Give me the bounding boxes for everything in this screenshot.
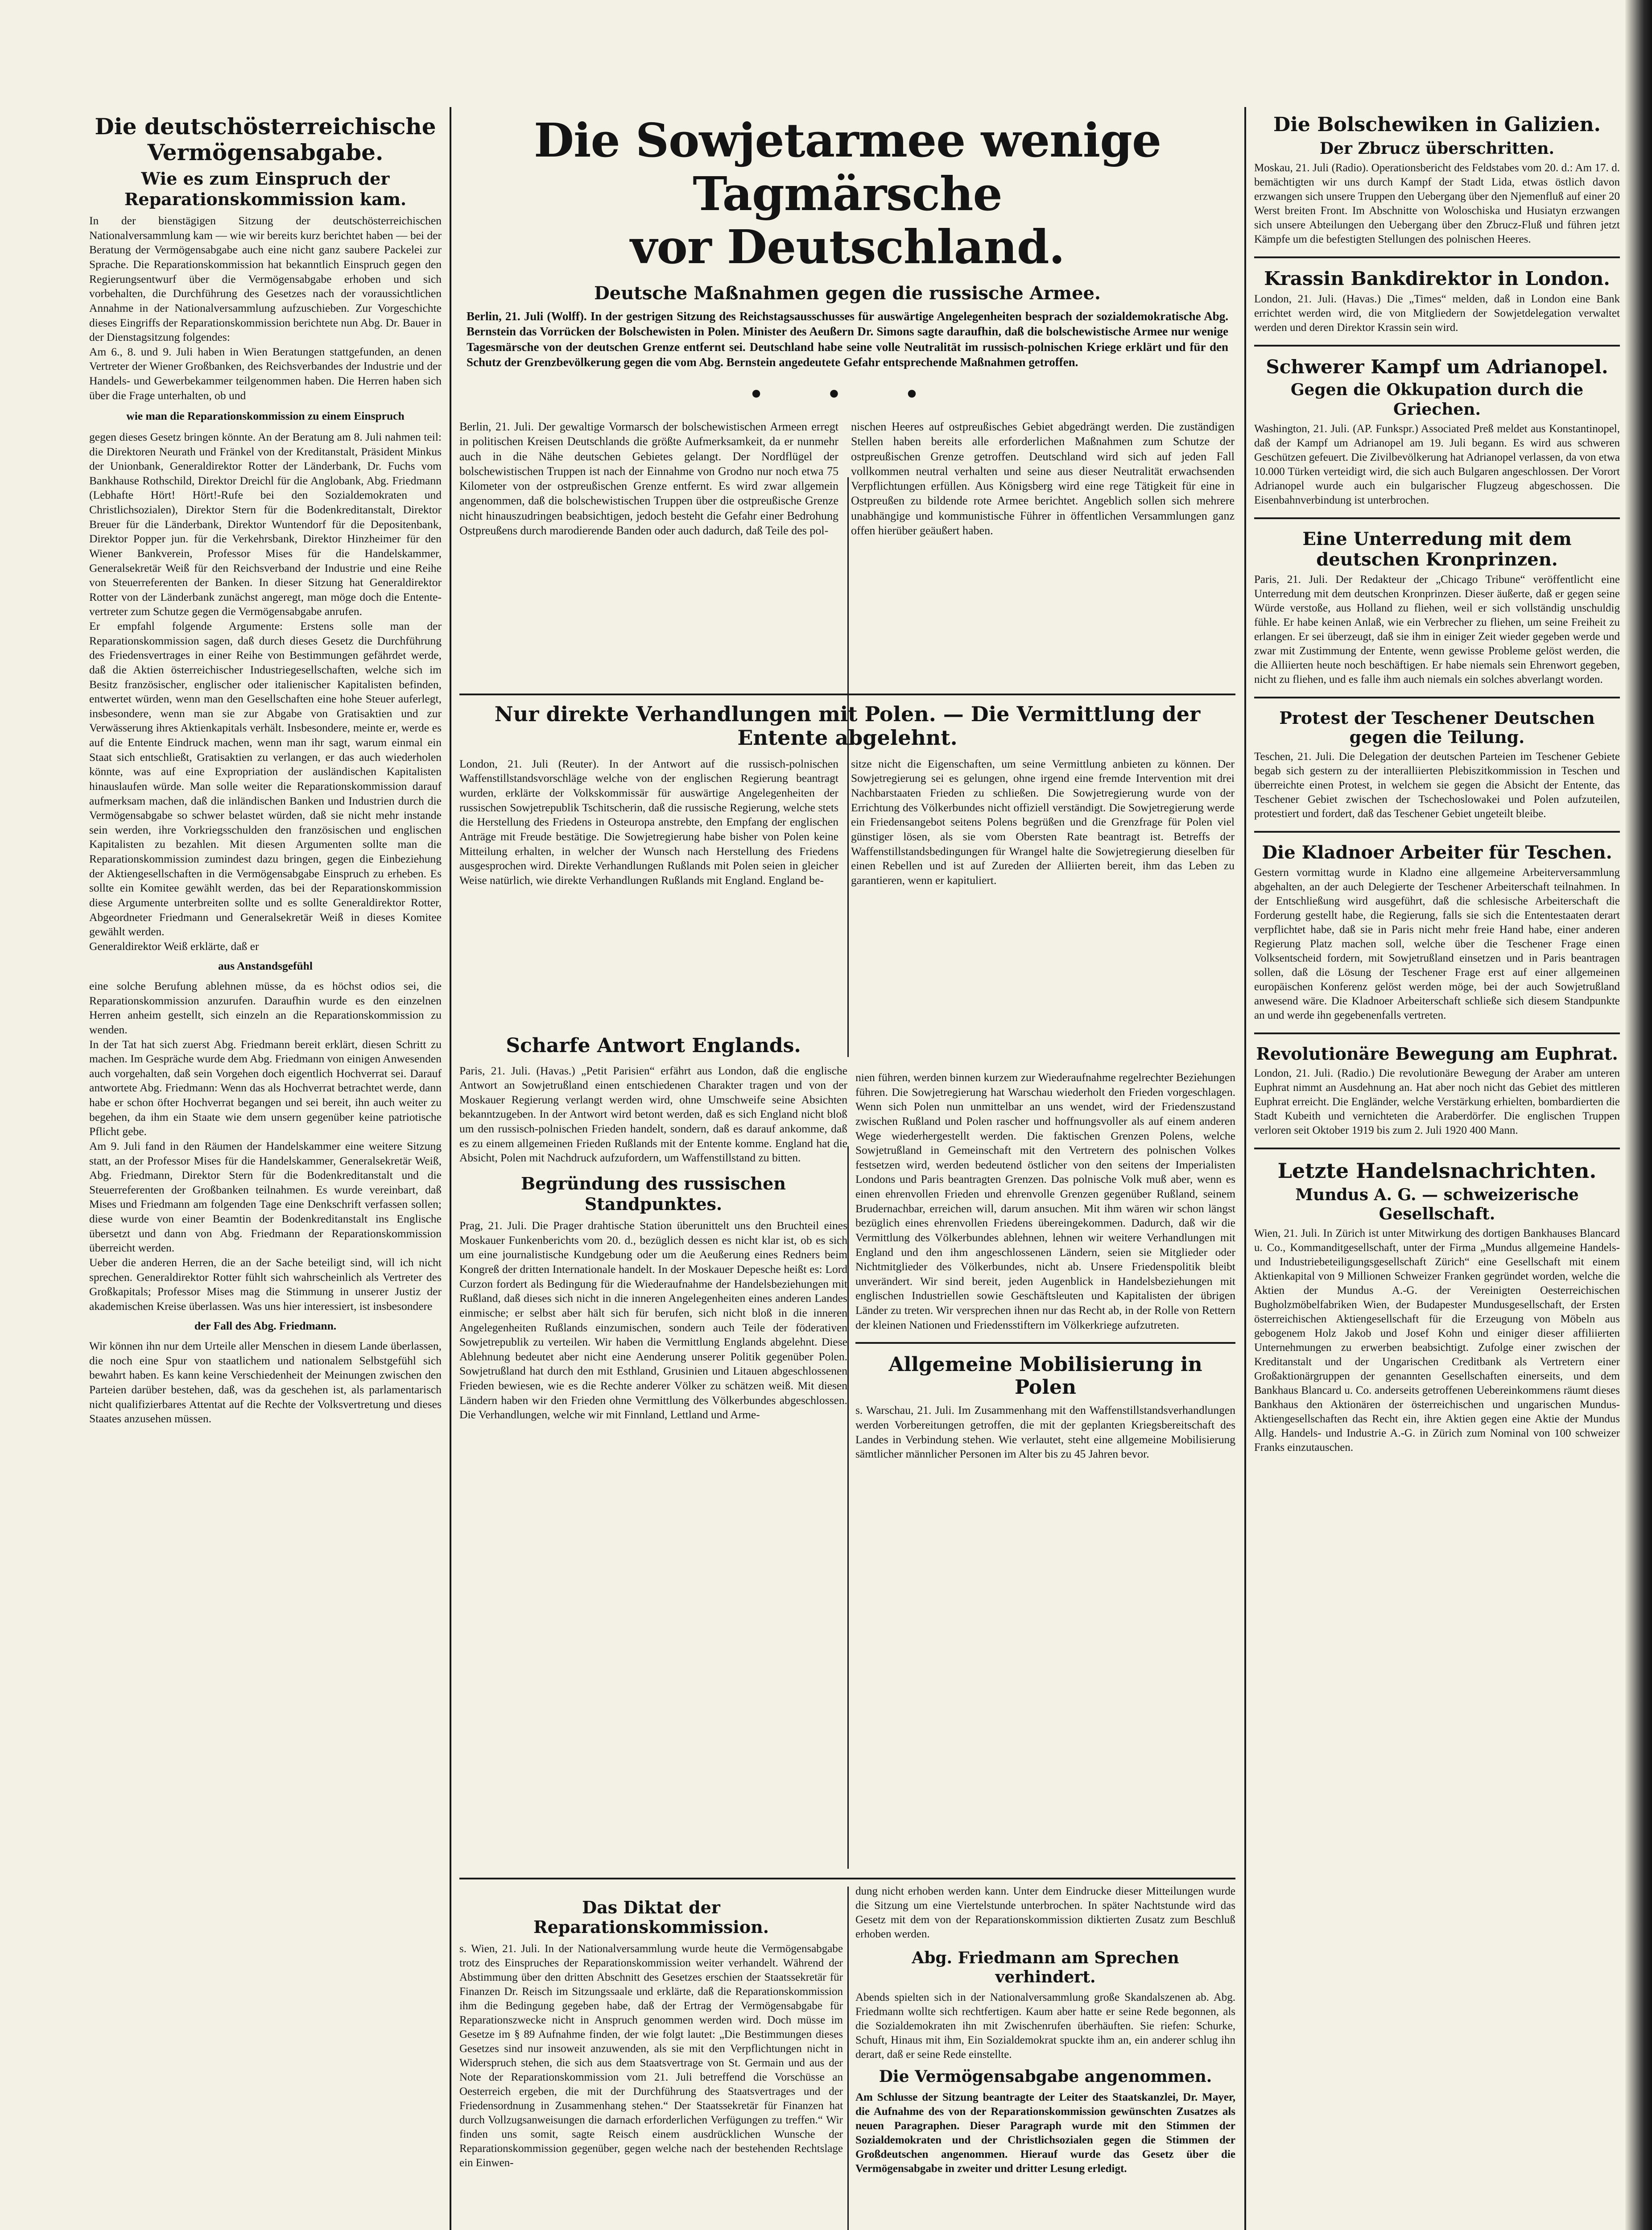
article-reparation bbox=[459, 1884, 843, 2230]
column-rule bbox=[450, 107, 451, 2230]
section-rule bbox=[855, 1342, 1235, 1344]
article-england bbox=[459, 1035, 847, 1873]
article-body-left: London, 21. Juli (Reuter). In der Antwort auf die russisch-polnischen Waffenstillstandsvorschläge welche von der englischen Regierung beantragt wurden, erklärte der Volkskommissär für auswärtige Angelegenheiten der russischen Sowjetrepublik Tschitscherin, daß die russische Regierung, welche stets die Herstellung des Friedens in Osteuropa anstrebte, den Empfang der englischen Anträge mit Freude bestätige. Die Sowjetregierung habe bisher von Polen keine Mitteilung erhalten, in welcher der Wunsch nach Herstellung des Friedens ausgesprochen wird. Direkte Verhandlungen Rußlands mit Polen seien in gleicher Weise natürlich, wie direkte Verhandlungen Rußlands mit England. England be- bbox=[459, 757, 838, 887]
article-body: Wien, 21. Juli. In Zürich ist unter Mitwirkung des dortigen Bankhauses Blancard u. Co., Kommanditgesellschaft, unter der Firma „Mundus allgemeine Handels- und Industriebeteiligungsgesellschaft Zürich“ eine Gesellschaft mit einem Aktienkapital von 9 Millionen Schweizer Franken gegründet worden, welche die Aktien der Mundus A.-G. der Vereinigten Oesterreichischen Bugholzmöbelfabriken Wien, der Budapester Mundusgesellschaft, der Ersten österreichischen Aktiengesellschaft für die Erzeugung von Möbeln aus gebogenem Holz Jakob und Josef Kohn und einiger dieser affiliierten Unternehmungen zu erwerben beabsichtigt. Zufolge einer zwischen der Kreditanstalt und der Ungarischen Creditbank als Vertretern einer Großaktionärgruppen der genannten Gesellschaften einerseits, und dem Bankhaus Blancard u. Co. anderseits getroffenen Uebereinkommens räumt dieses Bankhaus den Aktionären der österreichischen und ungarischen Mundus-Aktiengesellschaften das Recht ein, ihre Aktien gegen eine Aktie der Mundus Allg. Handels- und Industrie A.-G. in Zürich zum Nominal von 100 schweizer Franks einzutauschen. bbox=[1254, 1227, 1620, 1454]
news-column bbox=[1254, 114, 1620, 2230]
article-body: Paris, 21. Juli. (Havas.) „Petit Parisien“ erfährt aus London, daß die englische Antwort an Sowjetrußland einen entschiedenen Charakter tragen und von der Moskauer Regierung verlangt werden wird, ohne Umschweife seine Absichten bekanntzugeben. In der Antwort wird betont werden, daß es sich England nicht bloß um den russisch-polnischen Frieden handelt, sondern, daß es darauf ankomme, daß es zu einem allgemeinen Frieden Rußlands mit der Entente komme. England hat die Absicht, Polen mit Nachdruck aufzufordern, um Waffenstillstand zu bitten. bbox=[459, 1064, 847, 1165]
column-rule bbox=[847, 1146, 849, 1869]
lead-intro: Berlin, 21. Juli (Wolff). In der gestrigen Sitzung des Reichstagsausschusses für auswärtige Angelegenheiten besprach der sozialdemokratische Abg. Bernstein das Vorrücken der Bolschewisten in Polen. Minister des Aeußern Dr. Simons sagte daraufhin, daß die bolschewistische Armee nur wenige Tagesmärsche von der deutschen Grenze entfernt sei. Deutschland habe seine volle Neutralität im russisch-polnischen Kriege erklärt und für den Schutz der Grenzbevölkerung gegen die vom Abg. Bernstein angedeutete Gefahr entsprechende Maßnahmen getroffen. bbox=[467, 309, 1228, 369]
column-rule bbox=[847, 1887, 849, 2230]
article-subtitle: Gegen die Okkupation durch die Griechen. bbox=[1290, 380, 1584, 419]
paragraph: Am 6., 8. und 9. Juli haben in Wien Beratungen stattgefunden, an denen Vertreter der Wiener Großbanken, des Reichsverbandes der Industrie und der Handels- und Gewerbekammer teilgenommen haben. Die Herren haben sich über die Frage unterhalten, ob und bbox=[89, 345, 442, 402]
article-title: Revolutionäre Bewegung am Euphrat. bbox=[1256, 1044, 1618, 1064]
article-subtitle: Begründung des russischen Standpunktes. bbox=[521, 1173, 786, 1214]
paragraph: Generaldirektor Weiß erklärte, daß er bbox=[89, 939, 259, 953]
separator-bullets: • • • bbox=[748, 379, 947, 410]
section-rule bbox=[1254, 697, 1620, 698]
section-rule bbox=[1254, 1148, 1620, 1149]
article-subtitle: Wie es zum Einspruch der Reparationskommission kam. bbox=[124, 169, 407, 209]
article-title: Protest der Teschener Deutschen gegen die Teilung. bbox=[1279, 707, 1595, 747]
section-rule bbox=[1254, 1032, 1620, 1034]
article-body: Prag, 21. Juli. Die Prager drahtische Station überunittelt uns den Bruchteil eines Moskauer Funkenberichts vom 20. d., bezüglich dessen es nicht klar ist, ob es sich um eine journalistische Kundgebung oder um die Aeußerung eines Redners beim Kongreß der dritten Internationale handelt. In der Moskauer Depesche heißt es: Lord Curzon fordert als Bedingung für die Wiederaufnahme der Handelsbeziehungen mit Rußland, daß dieses sich nicht in die inneren Angelegenheiten eines anderen Landes einmische; er selbst aber hält sich für berufen, sich nicht bloß in die inneren Angelegenheiten Rußlands einzumischen, sondern auch Teile der föderativen Sowjetrepublik zu verteilen. Wir haben die Vermittlung Englands abgelehnt. Diese Ablehnung bedeutet aber nicht eine Aenderung unserer Politik gegenüber Polen. Sowjetrußland hat durch den mit Esthland, Grusinien und Litauen abgeschlossenen Frieden bewiesen, wie es die Rechte anderer Völker zu schätzen weiß. Mit diesen Ländern haben wir den Frieden ohne Vermittlung des Völkerbundes abgeschlossen. Die Verhandlungen, welche wir mit Finnland, Lettland und Arme- bbox=[459, 1219, 847, 1421]
article-body: Abends spielten sich in der Nationalversammlung große Skandalszenen ab. Abg. Friedmann wollte sich rechtfertigen. Kaum aber hatte er seine Rede begonnen, als die Sozialdemokraten ihn mit Zwischenrufen überhäuften. Sie riefen: Schurke, Schuft, Hinaus mit ihm, Ein Sozialdemokrat spuckte ihm an, ein anderer schlug ihn derart, daß er seine Rede einstellte. bbox=[855, 1991, 1235, 2061]
article-title: Die deutschösterreichische Vermögensabgabe. bbox=[95, 114, 436, 165]
article-subtitle: Die Vermögensabgabe angenommen. bbox=[879, 2067, 1212, 2086]
article-title: Schwerer Kampf um Adrianopel. bbox=[1266, 356, 1608, 378]
article-body: Am Schlusse der Sitzung beantragte der Leiter des Staatskanzlei, Dr. Mayer, die Aufnahme des von der Reparationskommission gewünschten Zusatzes als neuen Paragraphen. Dieser Paragraph wurde mit den Stimmen der Sozialdemokraten und der Christlichsozialen gegen die Stimmen der Großdeutschen angenommen. Hierauf wurde das Gesetz über die Vermögensabgabe in zweiter und dritter Lesung erledigt. bbox=[855, 2091, 1235, 2175]
scan-edge bbox=[1625, 0, 1652, 2230]
paragraph-heading: aus Anstandsgefühl bbox=[218, 959, 313, 973]
article-title: Eine Unterredung mit dem deutschen Kronprinzen. bbox=[1302, 528, 1572, 570]
article-body: Teschen, 21. Juli. Die Delegation der deutschen Parteien im Teschener Gebiete begab sich gestern zu der interalliierten Plebiszitkommission in Teschen und überreichte einen Protest, in welchem sie gegen die Absicht der Entente, das Teschener Gebiet zwischen der Tschechoslowakei und Polen aufzuteilen, protestiert und fordert, daß das Teschener Gebiet ungeteilt bleibe. bbox=[1254, 751, 1620, 820]
article-title: Die Kladnoer Arbeiter für Teschen. bbox=[1262, 842, 1612, 863]
article-body-right: sitze nicht die Eigenschaften, um seine Vermittlung anbieten zu können. Der Sowjetregierung sei es gelungen, ohne irgend eine fremde Intervention mit drei Nachbarstaaten Frieden zu schließen. Die Sowjetregierung wurde von der Errichtung des Völkerbundes nicht offiziell verständigt. Die Sowjetregierung werde ein Friedensangebot seitens Polens begrüßen und die Grenzfrage für Polen viel günstiger lösen, als sie vom Obersten Rate beantragt ist. Betreffs der Waffenstillstandsbedingungen für Wrangel halte die Sowjetregierung dieselben für einen Rebellen und ist auf Zureden der Alliierten bereit, ihm das Leben zu garantieren, wenn er kapituliert. bbox=[851, 757, 1235, 887]
article-body: s. Warschau, 21. Juli. Im Zusammenhang mit den Waffenstillstandsverhandlungen werden Vorbereitungen getroffen, die mit der geplanten Kriegsbereitschaft des Landes in Verbindung stehen. Wie verlautet, steht eine allgemeine Mobilisierung sämtlicher männlicher Personen im Alter bis zu 45 Jahren bevor. bbox=[855, 1404, 1235, 1461]
section-rule bbox=[1254, 345, 1620, 347]
article-body: Moskau, 21. Juli (Radio). Operationsbericht des Feldstabes vom 20. d.: Am 17. d. bemächtigten wir uns durch Kampf der Stadt Lida, etwas östlich davon erzwangen sich unsere Truppen den Uebergang über den Njemenfluß auf einer 20 Werst breiten Front. Im Abschnitte von Woloschiska und Husiatyn erzwangen sich unsere Abteilungen den Uebergang über den Zbrucz-Fluß und führen jetzt Kämpfe um die befestigten Stellungen des polnischen Heeres. bbox=[1254, 161, 1620, 245]
section-rule bbox=[459, 1878, 1235, 1879]
lead-headline: Die Sowjetarmee wenige Tagmärsche bbox=[533, 114, 1161, 221]
article-title: Scharfe Antwort Englands. bbox=[506, 1035, 801, 1057]
lead-body-right: nischen Heeres auf ostpreußisches Gebiet abgedrängt werden. Die zuständigen Stellen haben bereits alle erforderlichen Maßnahmen zum Schutze der ostpreußischen Grenze getroffen. Deutschland wird sich auf jeden Fall vollkommen neutral verhalten und seine aus dieser Neutralität erwachsenden Verpflichtungen erfüllen. Aus Königsberg wird eine rege Tätigkeit für eine in Ostpreußen zu bildende rote Armee berichtet. Angeblich sollen sich mehrere unabhängige und kommunistische Führer in öffentlichen Versammlungen ganz offen hierüber geäußert haben. bbox=[851, 420, 1235, 537]
column-rule bbox=[1244, 107, 1246, 2230]
article-vermoegensabgabe bbox=[89, 114, 442, 2230]
article-body: s. Wien, 21. Juli. In der Nationalversammlung wurde heute die Vermögensabgabe trotz des Einspruches der Reparationskommission weiter verhandelt. Während der Abstimmung über den dritten Abschnitt des Gesetzes erschien der Staatssekretär für Finanzen Dr. Reisch im Sitzungssaale und erklärte, daß die Reparationskommission ihm die Bedingung gegeben habe, daß der Ertrag der Vermögensabgabe für Reparationszwecke nicht in Anspruch genommen werden wird. Doch müsse im Gesetze im § 89 Aufnahme finden, der wie folgt lautet: „Die Bestimmungen dieses Gesetzes sind nur insoweit anzuwenden, als sie mit den Verpflichtungen nicht in Widerspruch stehen, die sich aus dem Staatsvertrage von St. Germain und aus der Note der Reparationskommission vom 21. Juli betreffend die Vorschüsse an Oesterreich ergeben, die mit der Durchführung des Staatsvertrages und der Friedensordnung in Zusammenhang stehen.“ Der Staatssekretär für Finanzen hat durch Vollzugsanweisungen die darnach erforderlichen Verfügungen zu treffen.“ Wir finden uns somit, sagte Reisch einem ausdrücklichen Wunsche der Reparationskommission gegenüber, gegen welche nach der bestehenden Rechtslage ein Einwen- bbox=[459, 1943, 843, 2169]
lead-subtitle: Deutsche Maßnahmen gegen die russische Armee. bbox=[594, 282, 1101, 304]
lead-body-left: Berlin, 21. Juli. Der gewaltige Vormarsch der bolschewistischen Armeen erregt in politischen Kreisen Deutschlands die größte Aufmerksamkeit, da er nunmehr auch in die Nähe deutschen Gebietes gelangt. Der Nordflügel der bolschewistischen Truppen ist nach der Einnahme von Grodno nur noch etwa 75 Kilometer von der ostpreußischen Grenze entfernt. Es wird zwar allgemein angenommen, daß die bolschewistischen Truppen über die ostpreußische Grenze nicht hinauszudringen beabsichtigen, jedoch besteht die Gefahr einer Bedrohung Ostpreußens durch marodierende Banden oder auch dadurch, daß Teile des pol- bbox=[459, 420, 838, 537]
paragraph: In der Tat hat sich zuerst Abg. Friedmann bereit erklärt, diesen Schritt zu machen. Im Gespräche wurde dem Abg. Friedmann von einigen Anwesenden auch vorgehalten, daß sein Vorgehen doch eigentlich Hochverrat sei. Darauf antwortete Abg. Friedmann: Wenn das als Hochverrat betrachtet werde, dann habe er schon öfter Hochverrat begangen und sei bereit, ihn auch weiter zu begehen, da ihm ein Staate wie dem unsern gegenüber keine patriotische Pflicht gebe. bbox=[89, 1037, 442, 1138]
paragraph: Ueber die anderen Herren, die an der Sache beteiligt sind, will ich nicht sprechen. Generaldirektor Rotter fühlt sich wahrscheinlich als Vertreter des Großkapitals; Professor Mises mag die Stimmung in unserer Justiz der akademischen Kreise überlassen. Was uns hier interessiert, ist insbesondere bbox=[89, 1255, 442, 1313]
article-title: Krassin Bankdirektor in London. bbox=[1264, 267, 1610, 289]
article-title: Nur direkte Verhandlungen mit Polen. — Die Vermittlung der Entente abgelehnt. bbox=[494, 702, 1201, 750]
lead-headline: vor Deutschland. bbox=[630, 219, 1065, 275]
article-body: Paris, 21. Juli. Der Redakteur der „Chicago Tribune“ veröffentlicht eine Unterredung mit dem deutschen Kronprinzen. Dieser äußerte, daß er gegen seine Würde verstoße, aus Holland zu fliehen, weil er sich vollständig unschuldig fühle. Er habe keinen Anlaß, wie ein Verbrecher zu fliehen, um seine Freiheit zu erlangen. Er sei überzeugt, daß sie ihm in einiger Zeit wieder gegeben werde und zwar mit Zustimmung der Entente, wenn gewisse Probleme gelöst werden, die die Alliierten heute noch beschäftigen. Er habe niemals sein Ehrenwort gegeben, nicht zu fliehen, und es falle ihm auch niemals ein solches abverlangt worden. bbox=[1254, 573, 1620, 686]
article-body: nien führen, werden binnen kurzem zur Wiederaufnahme regelrechter Beziehungen führen. Die Sowjetregierung hat Warschau wiederholt den Frieden vorgeschlagen. Wenn sich Polen nun unmittelbar an uns wendet, wird der Friedenszustand zwischen Rußland und Polen rascher und hoffnungsvoller als auf einem anderen Wege wiederhergestellt werden. Die faktischen Grenzen Polens, welche Sowjetrußland in Gemeinschaft mit den Vertretern des polnischen Volkes festsetzen wird, werden bedeutend östlicher von den seitens der Imperialisten Londons und Paris beantragten Grenzen. Das polnische Volk muß aber, wenn es einen ehrenvollen Frieden und ehrenvolle Grenzen gegenüber Rußland, seinem Brudernachbar, erreichen will, darum ansuchen. Mit ihm wären wir schon längst bezüglich eines ehrenvollen Friedens übereingekommen. Dadurch, daß wir die Vermittlung des Völkerbundes ablehnen, lehnen wir weitere Verhandlungen mit England und den ihm angeschlossenen Ländern, seien sie Mitglieder oder Nichtmitglieder des Völkerbundes, nicht ab. Unsere Friedenspolitik bleibt unverändert. Wir sind bereit, jeden Augenblick in Handelsbeziehungen mit englischen Industriellen sowie Geschäftsleuten und Kapitalisten der übrigen Länder zu treten. Wir versprechen ihnen nur das Recht ab, in der Rolle von Rettern der kleinen Nationen und Friedensstiftern im Völkerkriege aufzutreten. bbox=[855, 1071, 1235, 1331]
article-subtitle: Abg. Friedmann am Sprechen verhindert. bbox=[912, 1949, 1179, 1987]
article-title: Das Diktat der Reparationskommission. bbox=[533, 1897, 769, 1937]
article-title: Die Bolschewiken in Galizien. bbox=[1273, 114, 1601, 136]
article-subtitle: Der Zbrucz überschritten. bbox=[1319, 139, 1555, 158]
section-rule bbox=[459, 694, 1235, 695]
paragraph: eine solche Berufung ablehnen müsse, da es höchst odios sei, die Reparationskommission anzurufen. Daraufhin wurde es den einzelnen Herren anheim gestellt, sich einzeln an die Reparationskommission zu wenden. bbox=[89, 979, 442, 1036]
article-england-continued bbox=[855, 1070, 1235, 1873]
article-title: Allgemeine Mobilisierung in Polen bbox=[888, 1353, 1202, 1399]
paragraph: Er empfahl folgende Argumente: Erstens solle man der Reparationskommission sagen, daß durch dieses Gesetz die Durchführung des Friedensvertrages in einer Reihe von Bestimmungen gefährdet werde, daß die Aktien österreichischer Industriegesellschaften, welche sich im Besitz französischer, englischer oder italienischer Kapitalisten befinden, entwertet würden, wenn man den Gesellschaften eine hohe Steuer auferlegt, insbesondere, wenn man sie zur Abgabe von Gratisaktien und zur Verwässerung ihres Aktienkapitals verhält. Insbesondere, meinte er, werde es auf die Entente Eindruck machen, wenn man ihr sagt, warum einmal ein Staat sich entschließt, Gratisaktien zu verlangen, er das auch wiederholen könnte, was auf eine Expropriation der ausländischen Kapitalisten hinauslaufen würde. Man solle weiter die Reparationskommission darauf aufmerksam machen, daß die inländischen Banken und Industrien durch die Vermögensabgabe so schwer belastet würden, daß sie nicht mehr instande sein werden, ihre Vorkriegsschulden den französischen und englischen Kapitalisten zu bezahlen. Mit diesen Argumenten sollte man die Reparationskommission zumindest dazu bringen, gegen die Einbeziehung der Aktiengesellschaften in die Vermögensabgabe Einspruch zu erheben. Es sollte ein Komitee gewählt werden, das bei der Reparationskommission diese Argumente unterbreiten sollte und es sollte Generaldirektor Rotter, Abgeordneter Friedmann und Generalsekretär Weiß in dieses Komitee gewählt werden. bbox=[89, 619, 442, 938]
article-body: dung nicht erhoben werden kann. Unter dem Eindrucke dieser Mitteilungen wurde die Sitzung um eine Viertelstunde unterbrochen. In später Nachtstunde wird das Gesetz mit dem von der Reparationskommission diktierten Zusatz zum Beschluß erhoben werden. bbox=[855, 1885, 1235, 1940]
article-title: Letzte Handelsnachrichten. bbox=[1277, 1158, 1597, 1183]
paragraph: Wir können ihn nur dem Urteile aller Menschen in diesem Lande überlassen, die noch eine Spur von staatlichem und nationalem Selbstgefühl sich bewahrt haben. Es kann keine Verschiedenheit der Meinungen zwischen den Parteien darüber bestehen, daß, was da geschehen ist, als parlamentarisch nicht qualifizierbares Attentat auf die Rechte der Volksvertretung und dieses Staates anzusehen müssen. bbox=[89, 1339, 442, 1425]
paragraph: gegen dieses Gesetz bringen könnte. An der Beratung am 8. Juli nahmen teil: die Direktoren Neurath und Fränkel von der Kreditanstalt, Präsident Minkus der Unionbank, Generaldirektor Rotter der Länderbank, Dr. Fuchs vom Bankhause Rothschild, Direktor Dreichl für die Anglobank, Abg. Friedmann (Lebhafte Hört! Hört!-Rufe bei den Sozialdemokraten und Christlichsozialen), Direktor Stern für die Bodenkreditanstalt, Direktor Breuer für die Länderbank, Direktor Wuntendorf für die Depositenbank, Direktor Popper jun. für die Verkehrsbank, Direktor Hinzheimer für den Wiener Bankverein, Professor Mises für die Handelskammer, Generalsekretär Weiß für den Reichsverband der Industrie und eine Reihe von Steuerreferenten der Banken. In dieser Sitzung hat Generaldirektor Rotter von der Länderbank zunächst angeregt, man möge doch die Entente-vertreter zum Schutze gegen die Vermögensabgabe anrufen. bbox=[89, 430, 442, 618]
section-rule bbox=[1254, 831, 1620, 833]
article-subtitle: Mundus A. G. — schweizerische Gesellschaft. bbox=[1295, 1185, 1579, 1223]
article-reparation-continued bbox=[855, 1884, 1235, 2230]
paragraph-heading: der Fall des Abg. Friedmann. bbox=[194, 1319, 337, 1333]
paragraph-heading: wie man die Reparationskommission zu einem Einspruch bbox=[126, 409, 405, 423]
article-body: London, 21. Juli. (Radio.) Die revolutionäre Bewegung der Araber am unteren Euphrat nimmt an Ausdehnung an. Hat aber noch nicht das Gebiet des mittleren Euphrat erreicht. Die Engländer, welche Verstärkung erhielten, bombardierten die Stadt Kubeith und vernichteten die Araberdörfer. Die englischen Truppen verloren seit Oktober 1919 bis zum 2. Juli 1920 400 Mann. bbox=[1254, 1067, 1620, 1136]
paragraph: Am 9. Juli fand in den Räumen der Handelskammer eine weitere Sitzung statt, an der Professor Mises für die Handelskammer, Generalsekretär Weiß, Abg. Friedmann, Direktor Stern für die Bodenkreditanstalt und die Steuerreferenten der Großbanken teilnahmen. Es wurde vereinbart, daß Mises und Friedmann am folgenden Tage eine Denkschrift verfassen sollen; diese wurde von einer Beamtin der Bodenkreditanstalt ins Englische übersetzt und dann von Abg. Friedmann der Reparationskommission überreicht werden. bbox=[89, 1139, 442, 1255]
article-body: Gestern vormittag wurde in Kladno eine allgemeine Arbeiterversammlung abgehalten, an der auch Delegierte der Teschener Arbeiterschaft teilnahmen. In der Entschließung wird ausgeführt, daß die schlesische Arbeiterschaft die Forderung gestellt habe, die Regierung, falls sie sich die Ententestaaten derart verpflichtet habe, daß sie in Paris nicht mehr freie Hand habe, einer anderen Regierung Platz machen soll, welche über die Teschener Frage einen Volksentscheid fordern, mit Sowjetrußland einsetzen und in Paris beantragen sollen, daß die Lösung der Teschener Frage erst auf einer allgemeinen europäischen Konferenz gelöst werden möge, bei der auch Sowjetrußland anwesend wäre. Die Kladnoer Arbeiterschaft schließe sich diesem Standpunkte an und werde ihn gegebenenfalls vertreten. bbox=[1254, 867, 1620, 1022]
article-poland bbox=[459, 702, 1235, 1024]
section-rule bbox=[1254, 256, 1620, 258]
article-body: Washington, 21. Juli. (AP. Funkspr.) Associated Preß meldet aus Konstantinopel, daß der Kampf um Adrianopel am 19. Juli begann. Es wird aus schweren Geschützen gefeuert. Die Zivilbevölkerung hat Adrianopel verlassen, da von etwa 10.000 Türken verteidigt wird, die sich auch Bulgaren angeschlossen. Der Vorort Adrianopel wurde auch ein bulgarischer Flugzeug abgeschossen. Die Eisenbahnverbindung ist unterbrochen. bbox=[1254, 422, 1620, 506]
paragraph: In der bienstägigen Sitzung der deutschösterreichischen Nationalversammlung kam — wie wir bereits kurz berichtet haben — bei der Beratung der Vermögensabgabe auch eine nicht ganz saubere Packelei zur Sprache. Die Reparationskommission hat bekanntlich Einspruch gegen den Regierungsentwurf über die Vermögensabgabe erhoben und sich vorbehalten, die Durchführung des Gesetzes nach der voraussichtlichen Annahme in der Nationalversammlung aufzuschieben. Zur Vorgeschichte dieses Eingriffs der Reparationskommission berichtete nun Abg. Dr. Bauer in der Dienstagsitzung folgendes: bbox=[89, 214, 442, 344]
article-body bbox=[89, 214, 442, 1426]
section-rule bbox=[1254, 517, 1620, 519]
article-body: London, 21. Juli. (Havas.) Die „Times“ melden, daß in London eine Bank errichtet werden wird, die von Mitgliedern der Sowjetdelegation verwaltet werden und deren Direktor Krassin sein wird. bbox=[1254, 293, 1620, 334]
